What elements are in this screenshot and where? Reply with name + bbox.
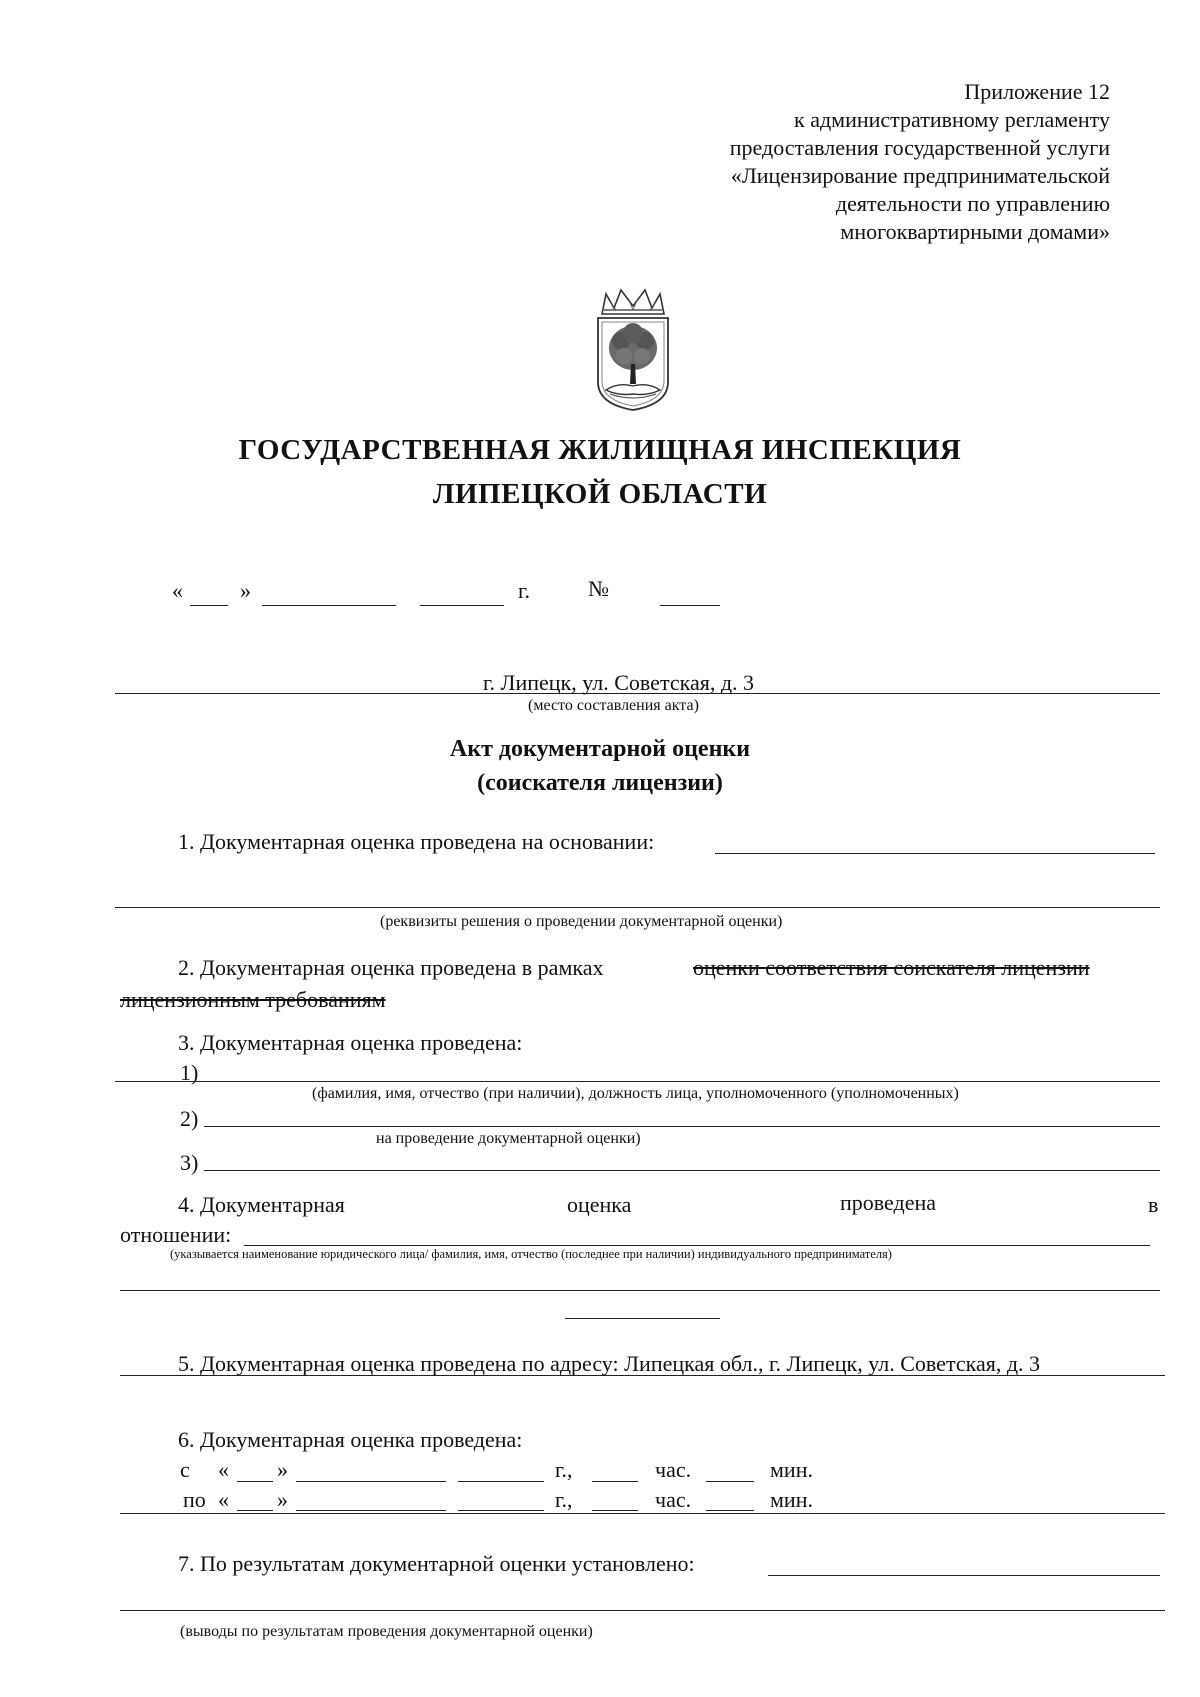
item-2-text-a: 2. Документарная оценка проведена в рамках <box>178 955 604 980</box>
item-6-from-year-blank[interactable] <box>458 1481 544 1482</box>
item-3-inspector-2-blank[interactable] <box>204 1126 1160 1127</box>
item-6-from-day-blank[interactable] <box>237 1481 273 1482</box>
item-3-caption-1: (фамилия, имя, отчество (при наличии), должность лица, уполномоченного (уполномоченных) <box>312 1085 959 1102</box>
date-year-blank[interactable] <box>420 605 504 606</box>
item-4-subject-line-2[interactable] <box>120 1290 1160 1291</box>
item-6-underline <box>120 1513 1165 1514</box>
item-6-to-year-suffix: г., <box>555 1487 573 1512</box>
item-3-inspector-1-blank[interactable] <box>115 1081 1160 1082</box>
item-6-from-open-quote: « <box>218 1457 229 1482</box>
item-1-caption: (реквизиты решения о проведении документарной оценки) <box>380 913 783 930</box>
item-6-from-close-quote: » <box>277 1457 288 1482</box>
number-sign: № <box>588 576 609 601</box>
item-6-to-year-blank[interactable] <box>458 1510 544 1511</box>
item-1-basis-line-2[interactable] <box>115 907 1160 908</box>
item-6-from-year-suffix: г., <box>555 1457 573 1482</box>
item-6-to-open-quote: « <box>218 1487 229 1512</box>
item-5-text: 5. Документарная оценка проведена по адресу: Липецкая обл., г. Липецк, ул. Советская, д. 3 <box>178 1351 1041 1376</box>
org-name-line-1: ГОСУДАРСТВЕННАЯ ЖИЛИЩНАЯ ИНСПЕКЦИЯ <box>238 434 962 466</box>
item-6-from-minute-label: мин. <box>770 1457 813 1482</box>
item-3-text: 3. Документарная оценка проведена: <box>178 1030 523 1055</box>
item-6-to-minute-blank[interactable] <box>706 1510 754 1511</box>
item-4-word-5: отношении: <box>120 1222 232 1247</box>
item-6-to-minute-label: мин. <box>770 1487 813 1512</box>
item-4-subject-blank[interactable] <box>244 1245 1150 1246</box>
item-6-to-hour-label: час. <box>655 1487 692 1512</box>
date-year-suffix: г. <box>518 578 531 603</box>
date-month-blank[interactable] <box>262 605 396 606</box>
lipetsk-coat-of-arms-icon <box>588 286 678 416</box>
item-6-to-day-blank[interactable] <box>237 1510 273 1511</box>
item-4-word-1: 4. Документарная <box>178 1192 345 1217</box>
org-name-line-2: ЛИПЕЦКОЙ ОБЛАСТИ <box>432 478 768 510</box>
item-7-result-blank[interactable] <box>768 1575 1160 1576</box>
item-1-text: 1. Документарная оценка проведена на основании: <box>178 829 655 854</box>
appendix-line-4: «Лицензирование предпринимательской <box>730 163 1110 188</box>
item-6-to-hour-blank[interactable] <box>592 1510 638 1511</box>
item-2-text-b: оценки соответствия соискателя лицензии <box>693 955 1090 980</box>
place-value: г. Липецк, ул. Советская, д. 3 <box>483 670 755 695</box>
item-6-to-label: по <box>183 1487 206 1512</box>
item-4-caption: (указывается наименование юридического лица/ фамилия, имя, отчество (последнее при наличии) индивидуального предпринимателя) <box>170 1247 892 1261</box>
item-6-from-label: с <box>180 1457 190 1482</box>
date-close-quote: » <box>240 578 251 603</box>
appendix-line-5: деятельности по управлению <box>835 191 1110 216</box>
item-3-caption-2: на проведение документарной оценки) <box>376 1130 641 1147</box>
item-6-from-month-blank[interactable] <box>296 1481 446 1482</box>
item-6-text: 6. Документарная оценка проведена: <box>178 1427 523 1452</box>
item-7-result-line-2[interactable] <box>120 1610 1165 1611</box>
act-number-blank[interactable] <box>660 605 720 606</box>
appendix-line-6: многоквартирными домами» <box>840 219 1110 244</box>
item-4-word-4: в <box>1148 1192 1159 1217</box>
item-1-basis-blank[interactable] <box>715 853 1155 854</box>
act-title-line-2: (соискателя лицензии) <box>477 770 723 796</box>
item-4-short-line <box>565 1318 720 1319</box>
item-3-num-3: 3) <box>180 1150 199 1175</box>
place-caption: (место составления акта) <box>528 697 699 714</box>
date-day-blank[interactable] <box>190 605 228 606</box>
item-5-underline <box>120 1375 1165 1376</box>
place-underline <box>115 693 1160 694</box>
appendix-line-2: к административному регламенту <box>794 107 1110 132</box>
item-6-to-close-quote: » <box>277 1487 288 1512</box>
date-open-quote: « <box>172 578 183 603</box>
appendix-header <box>730 78 1110 246</box>
item-7-text: 7. По результатам документарной оценки установлено: <box>178 1551 695 1576</box>
item-6-from-minute-blank[interactable] <box>706 1481 754 1482</box>
item-4-word-3: проведена <box>840 1190 937 1215</box>
item-3-inspector-3-blank[interactable] <box>204 1170 1160 1171</box>
item-4-word-2: оценка <box>567 1192 632 1217</box>
item-6-from-hour-blank[interactable] <box>592 1481 638 1482</box>
item-3-num-1: 1) <box>180 1060 199 1085</box>
item-7-caption: (выводы по результатам проведения документарной оценки) <box>180 1623 593 1640</box>
item-6-to-month-blank[interactable] <box>296 1510 446 1511</box>
item-2-text-c: лицензионным требованиям <box>120 987 386 1012</box>
appendix-line-3: предоставления государственной услуги <box>729 135 1110 160</box>
item-6-from-hour-label: час. <box>655 1457 692 1482</box>
appendix-line-1: Приложение 12 <box>964 79 1110 104</box>
item-3-num-2: 2) <box>180 1106 199 1131</box>
act-title-line-1: Акт документарной оценки <box>449 736 751 762</box>
